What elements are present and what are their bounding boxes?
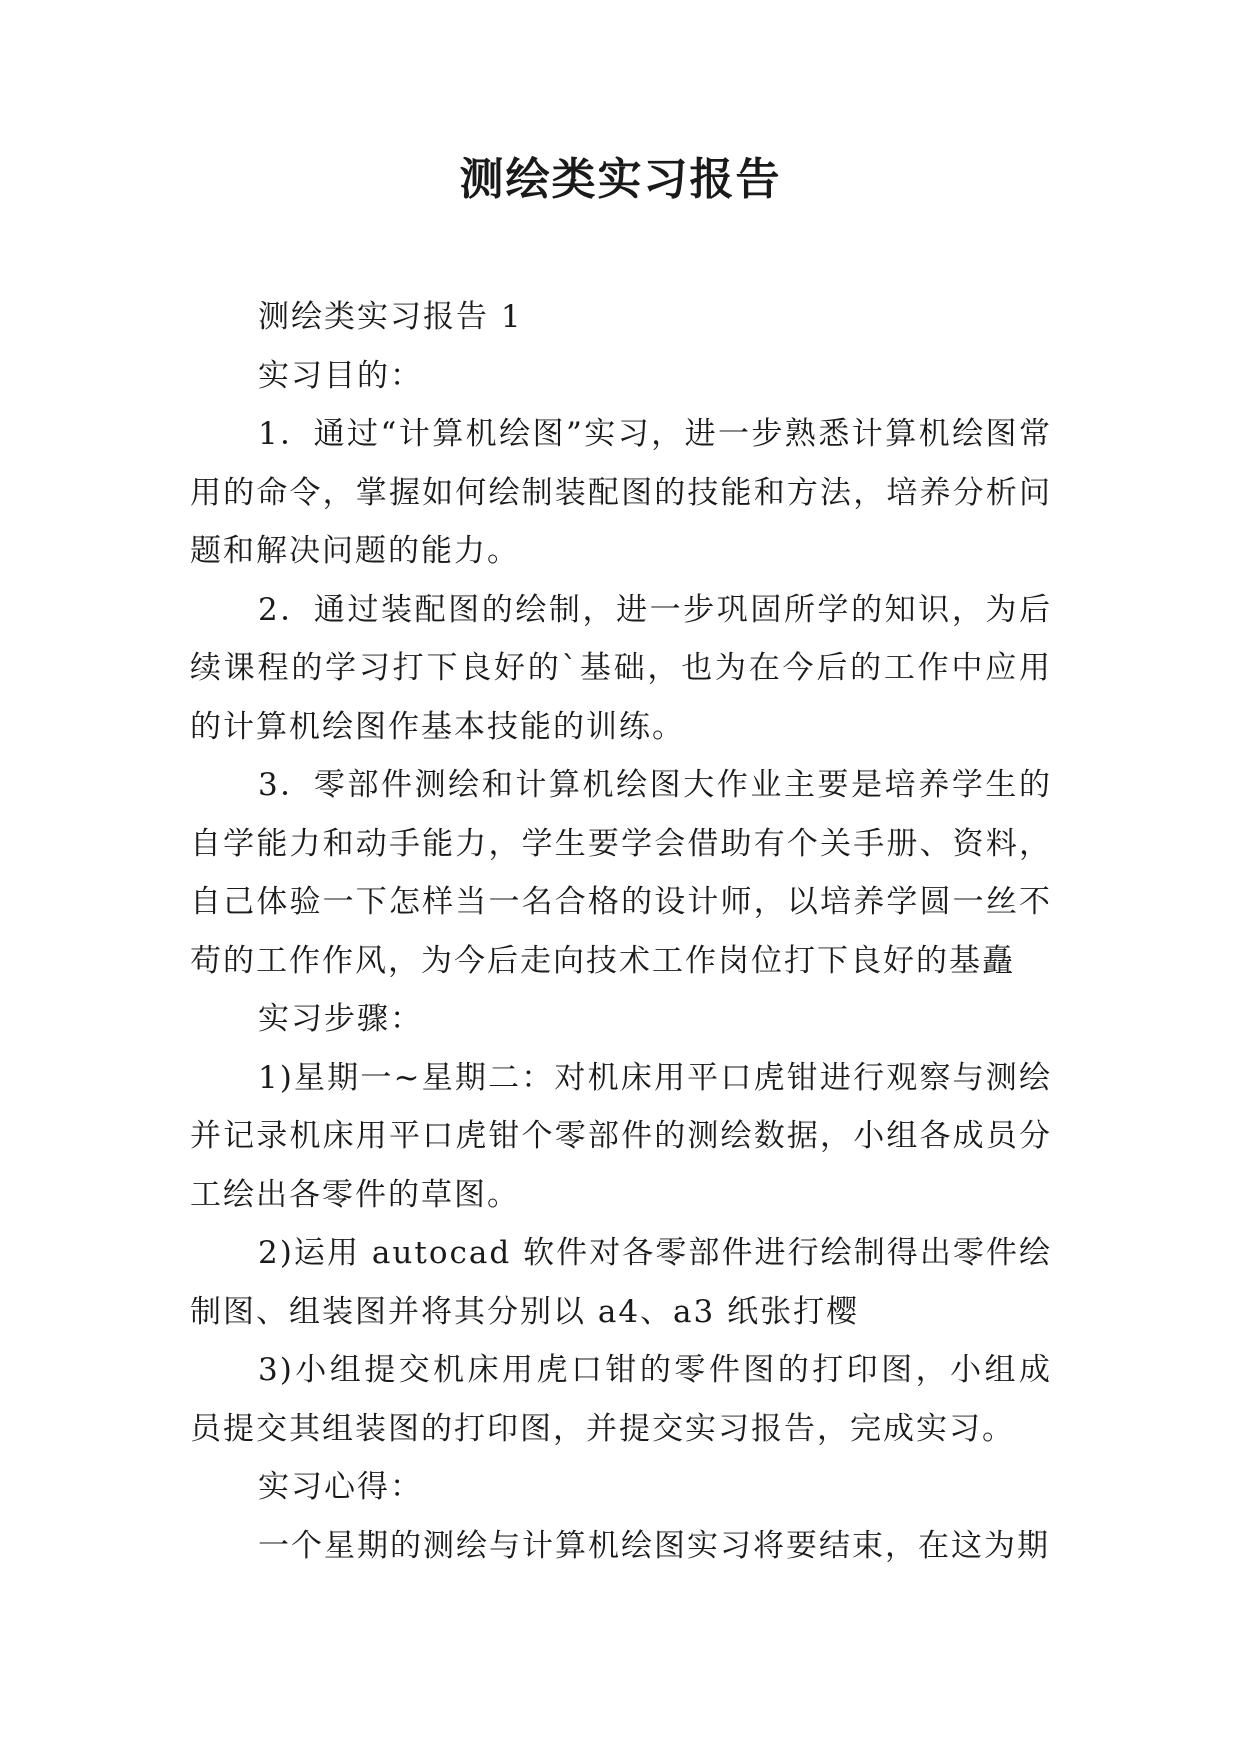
report-subtitle: 测绘类实习报告 1 [258,299,523,335]
document-body [190,288,1052,1575]
section-heading-reflection: 实习心得： [258,1469,423,1505]
purpose-item-2: 2．通过装配图的绘制，进一步巩固所学的知识，为后续课程的学习打下良好的`基础，也为在今后的工作中应用的计算机绘图作基本技能的训练。 [190,591,1052,745]
purpose-item-3: 3．零部件测绘和计算机绘图大作业主要是培养学生的自学能力和动手能力，学生要学会借助有个关手册、资料，自己体验一下怎样当一名合格的设计师，以培养学圆一丝不苟的工作作风，为今后走向技术工作岗位打下良好的基矗 [190,767,1052,979]
step-item-3: 3)小组提交机床用虎口钳的零件图的打印图，小组成员提交其组装图的打印图，并提交实习报告，完成实习。 [190,1352,1052,1447]
step-item-1: 1)星期一~星期二：对机床用平口虎钳进行观察与测绘并记录机床用平口虎钳个零部件的测绘数据，小组各成员分工绘出各零件的草图。 [190,1059,1052,1213]
step-item-2: 2)运用 autocad 软件对各零部件进行绘制得出零件绘制图、组装图并将其分别以 a4、a3 纸张打樱 [190,1235,1052,1330]
purpose-item-1: 1．通过“计算机绘图”实习，进一步熟悉计算机绘图常用的命令，掌握如何绘制装配图的技能和方法，培养分析问题和解决问题的能力。 [190,416,1052,569]
section-heading-purpose: 实习目的： [258,357,423,394]
page-title: 测绘类实习报告 [459,154,782,205]
reflection-paragraph: 一个星期的测绘与计算机绘图实习将要结束，在这为期 [258,1527,1050,1564]
section-heading-steps: 实习步骤： [258,1001,423,1037]
